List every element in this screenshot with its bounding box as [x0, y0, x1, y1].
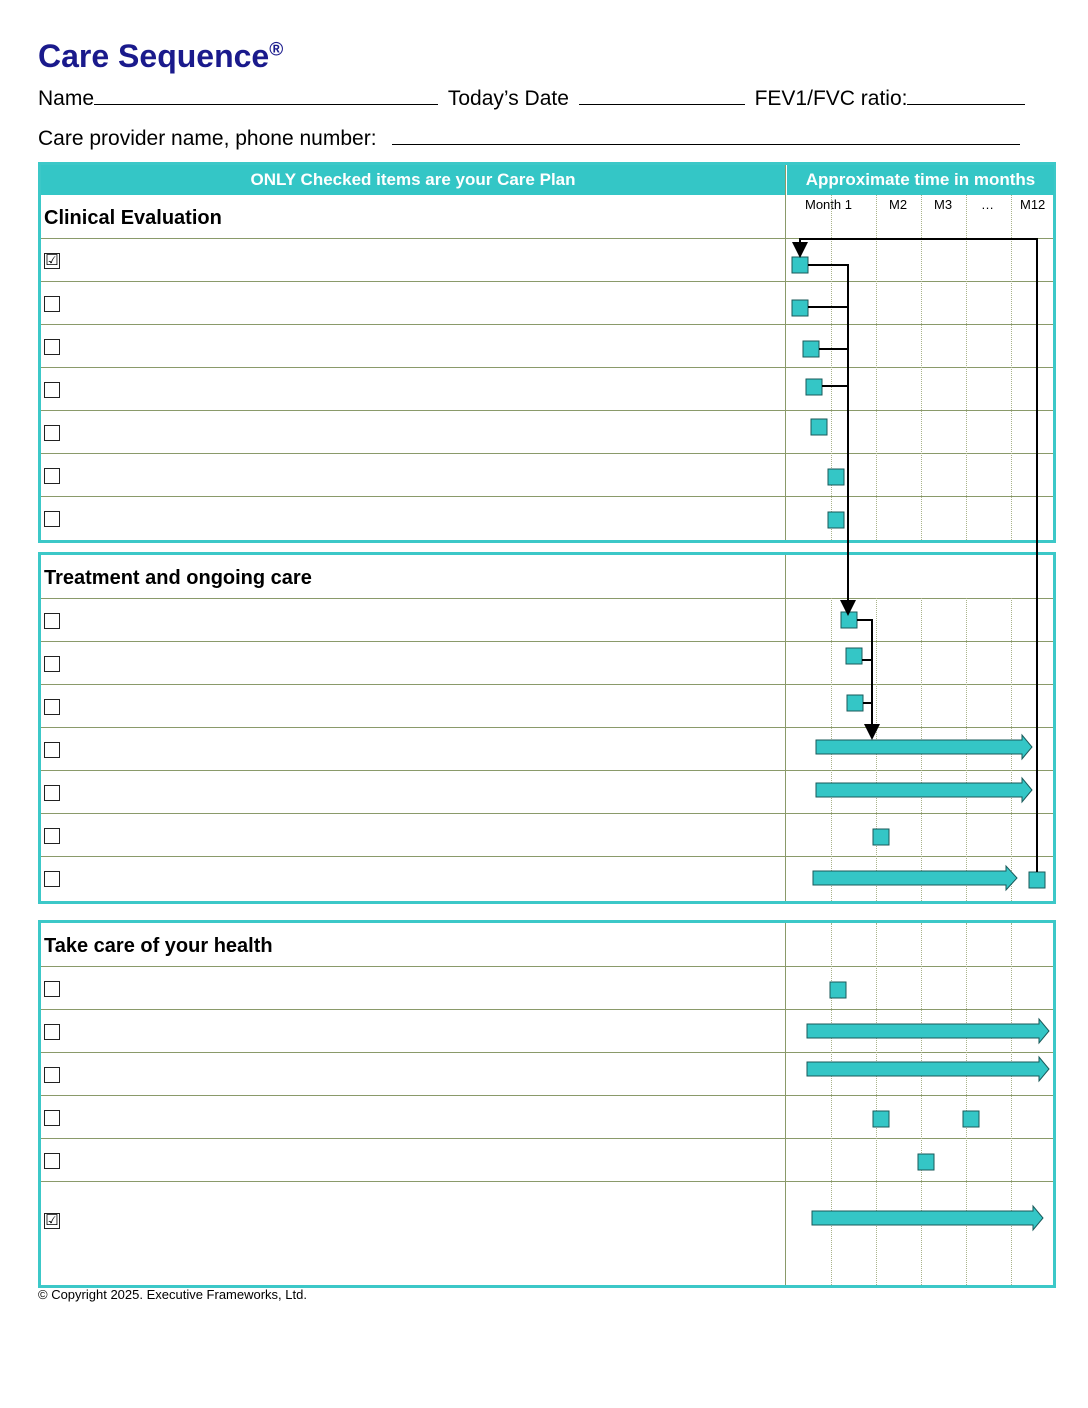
- section-title: Treatment and ongoing care: [44, 567, 312, 589]
- registered-mark: ®: [269, 39, 284, 61]
- timeline-marker: [828, 512, 844, 528]
- section-title: Take care of your health: [44, 935, 273, 957]
- month-label: …: [981, 197, 994, 212]
- timeline-marker: [1029, 872, 1045, 888]
- timeline-marker: [873, 1111, 889, 1127]
- right-header: Approximate time in months: [786, 165, 1054, 195]
- page-title: Care Sequence®: [38, 38, 284, 74]
- timeline-bar: [807, 1057, 1049, 1081]
- month-label: Month 1: [805, 197, 852, 212]
- copyright-footer: © Copyright 2025. Executive Frameworks, Ltd.: [38, 1287, 307, 1302]
- left-header: ONLY Checked items are your Care Plan: [41, 165, 785, 195]
- connector-line: [808, 265, 848, 612]
- timeline-marker: [963, 1111, 979, 1127]
- month-label: M3: [934, 197, 953, 212]
- timeline-marker: [846, 648, 862, 664]
- timeline-marker: [847, 695, 863, 711]
- timeline-marker: [806, 379, 822, 395]
- date-label: Today’s Date: [447, 87, 569, 110]
- timeline-marker: [792, 257, 808, 273]
- month-label: M12: [1020, 197, 1046, 212]
- timeline-bar: [807, 1019, 1049, 1043]
- checkbox[interactable]: ☑: [45, 252, 59, 269]
- timeline-marker: [811, 419, 827, 435]
- timeline-marker: [830, 982, 846, 998]
- name-label: Name: [38, 87, 95, 110]
- timeline-marker: [873, 829, 889, 845]
- timeline-bar: [812, 1206, 1043, 1230]
- connector-line: [800, 239, 1037, 872]
- section-title: Clinical Evaluation: [44, 207, 222, 229]
- ratio-label: FEV1/FVC ratio:: [754, 87, 908, 110]
- timeline-marker: [803, 341, 819, 357]
- checkbox[interactable]: ☑: [45, 1212, 59, 1229]
- provider-label: Care provider name, phone number:: [38, 127, 377, 150]
- timeline-bar: [816, 735, 1032, 759]
- timeline-bar: [816, 778, 1032, 802]
- connector-line: [857, 620, 872, 736]
- timeline-marker: [918, 1154, 934, 1170]
- timeline-marker: [792, 300, 808, 316]
- timeline-bar: [813, 866, 1017, 890]
- timeline-marker: [828, 469, 844, 485]
- month-label: M2: [889, 197, 908, 212]
- timeline-marker: [841, 612, 857, 628]
